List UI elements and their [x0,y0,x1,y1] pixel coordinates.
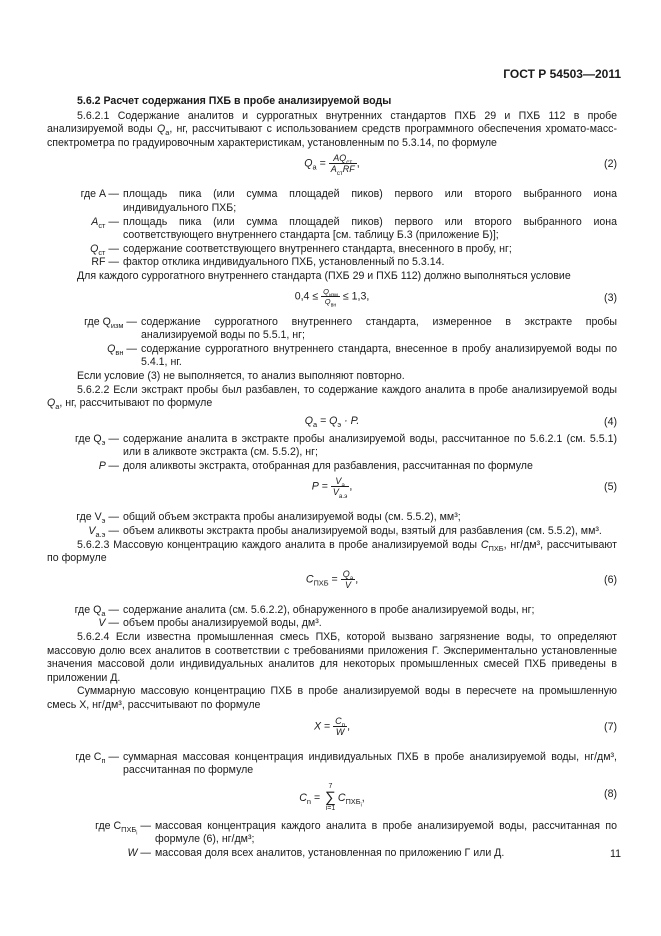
formula-3: 0,4 ≤ $\frac{Q_{изм}}{Q_{вн}}$ ≤ 1,3, (3) [294,286,617,309]
document-id: ГОСТ Р 54503—2011 [503,67,621,81]
definition-list-7 [47,820,617,861]
formula-number: (7) [604,720,617,733]
formula-number: (6) [604,573,617,586]
definition-item: RF — фактор отклика индивидуального ПХБ, установленный по 5.3.14. [91,256,445,269]
definition-list-1 [47,188,617,270]
definition-list-3 [47,433,617,474]
definition-item: где $Q_э$ — содержание аналита в экстракте пробы анализируемой воды, рассчитанное по 5.6.2.1 (см. 5.5.1) или в аликвоте экстракта (см. 5.5.2), нг; [75,432,617,459]
formula-number: (2) [604,158,617,171]
definition-item: $V_{а.э}$ — объем аликвоты экстракта пробы анализируемой воды, взятый для разбавления (см. 5.5.2), мм³. [88,525,602,540]
definition-item: V — объем пробы анализируемой воды, дм³. [98,617,322,630]
formula-8: $C_n = 7$ ∑ $i=1C_{ПХБ_i}$, (8) [299,782,617,812]
formula-2: $Q_а$ = $\frac{AQ_{ст}}{A_{ст}RF}$ , (2) [304,153,617,178]
definition-item: где A — площадь пика (или сумма площадей пиков) первого или второго выбранного иона индивидуального ПХБ; [80,188,617,214]
formula-7: X = $\frac{C_п}{W}$ , (7) [313,715,617,737]
paragraph-sum-concentration: Суммарную массовую концентрацию ПХБ в пробе анализируемой воды в пересчете на промышленную смесь X, нг/дм³, рассчитывают по формуле [47,685,617,711]
paragraph-5-6-2-4: 5.6.2.4 Если известна промышленная смесь ПХБ, которой вызвано загрязнение воды, то определяют массовую долю всех аналитов в соответствии с требованиями приложения Г. Экспериментально установленные значения массовой доли индивидуальных аналитов для некоторых промышленных смесей ПХБ приведены в приложении Д. [47,631,617,684]
definition-item: $Q_{ст}$ — содержание соответствующего внутреннего стандарта, внесенного в пробу, нг; [90,242,512,257]
definition-item: где $C_{ПХБ_i}$ — массовая концентрация каждого аналита в пробе анализируемой воды, рассчитанная по формуле (6), нг/дм³; [95,819,617,846]
formula-6: $C_{ПХБ}$ = $\frac{Q_а}{V}$ , (6) [305,568,617,590]
formula-number: (4) [604,415,617,428]
definition-item: где $Q_{изм}$ — содержание суррогатного внутреннего стандарта, измеренное в экстракте пробы анализируемой воды по 5.5.1, нг; [84,315,617,342]
section-title: 5.6.2 Расчет содержания ПХБ в пробе анализируемой воды [77,95,392,107]
paragraph-repeat: Если условие (3) не выполняется, то анализ выполняют повторно. [77,369,405,382]
definition-item: $Q_{вн}$ — содержание суррогатного внутреннего стандарта, внесенное в пробу анализируемой воды по 5.4.1, нг. [107,342,617,369]
definition-list-6 [47,751,617,778]
definition-item: W — массовая доля всех аналитов, установленная по приложению Г или Д. [127,846,505,859]
paragraph-5-6-2-1: 5.6.2.1 Содержание аналитов и суррогатных внутренних стандартов ПХБ 29 и ПХБ 112 в пробе анализируемой воды $Q_а$, нг, рассчитывают с использованием средств программного обеспечения хромато-масс-спектрометра по градуировочным характеристикам, установленным по 5.3.14, по формуле [47,109,617,149]
formula-number: (3) [604,291,617,304]
page-body [47,95,617,861]
definition-list-2 [47,316,617,370]
definition-list-5 [47,604,617,631]
definition-item: где $Q_а$ — содержание аналита (см. 5.6.2.2), обнаруженного в пробе анализируемой воды, нг; [74,603,535,618]
definition-item: P — доля аликвоты экстракта, отобранная для разбавления, рассчитанная по формуле [98,459,533,472]
definition-list-4 [47,511,617,538]
paragraph-5-6-2-3: 5.6.2.3 Массовую концентрацию каждого аналита в пробе анализируемой воды $C_{ПХБ}$, нг/дм³, рассчитывают по формуле [47,538,617,565]
paragraph-5-6-2-2: 5.6.2.2 Если экстракт пробы был разбавлен, то содержание каждого аналита в пробе анализируемой воды $Q_а$, нг, рассчитывают по формуле [47,383,617,412]
page-number: 11 [610,848,621,860]
formula-number: (8) [604,787,617,800]
definition-item: где $V_э$ — общий объем экстракта пробы анализируемой воды (см. 5.5.2), мм³; [76,511,461,526]
formula-4: $Q_а = Q_э \cdot P$. (4) [304,414,617,429]
definition-item: $A_{ст}$ — площадь пика (или сумма площадей пиков) первого или второго выбранного иона соответствующего внутреннего стандарта [см. таблицу Б.3 (приложение Б)]; [91,215,617,242]
definition-item: где $C_п$ — суммарная массовая концентрация индивидуальных ПХБ в пробе анализируемой воды, нг/дм³, рассчитанная по формуле [75,750,617,777]
sum-sign: 7 ∑ i=1 [325,782,336,812]
paragraph-condition: Для каждого суррогатного внутреннего стандарта (ПХБ 29 и ПХБ 112) должно выполняться условие [77,269,571,282]
formula-number: (5) [604,481,617,494]
formula-5: P = $\frac{V_а}{V_{а.э}}$ , (5) [311,476,617,501]
